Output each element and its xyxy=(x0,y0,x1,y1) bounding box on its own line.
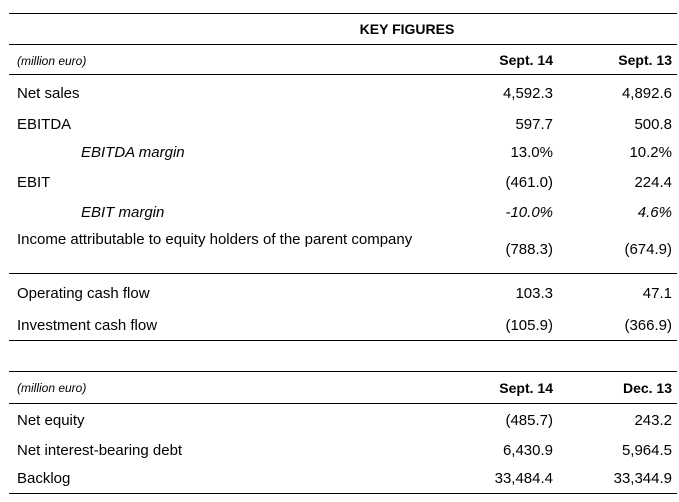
row-label: Backlog xyxy=(17,470,71,487)
row-label: EBIT margin xyxy=(81,204,165,221)
row-value: 4,592.3 xyxy=(502,85,553,102)
row-value: 33,484.4 xyxy=(494,470,553,487)
column-header: Sept. 13 xyxy=(618,52,672,68)
row-value: -10.0% xyxy=(505,204,553,221)
unit-label: (million euro) xyxy=(17,381,87,395)
row-value: (485.7) xyxy=(505,412,553,429)
row-value: (461.0) xyxy=(505,174,553,191)
row-value: 4.6% xyxy=(637,204,672,221)
rule-top xyxy=(9,13,677,14)
row-label: Net sales xyxy=(17,85,80,102)
row-value: 224.4 xyxy=(634,174,672,191)
row-label: EBITDA xyxy=(17,116,72,133)
column-header: Sept. 14 xyxy=(499,380,553,396)
row-value: 103.3 xyxy=(515,285,553,302)
row-value: (105.9) xyxy=(505,317,553,334)
row-label: Net equity xyxy=(17,412,85,429)
rule-title xyxy=(9,44,677,45)
table-title: KEY FIGURES xyxy=(359,21,455,37)
row-value: 5,964.5 xyxy=(621,442,672,459)
row-label: Income attributable to equity holders of the parent company xyxy=(17,231,413,248)
row-value: 243.2 xyxy=(634,412,672,429)
row-value: 597.7 xyxy=(515,116,553,133)
row-value: 13.0% xyxy=(510,144,553,161)
row-value: (788.3) xyxy=(505,241,553,258)
row-value: 33,344.9 xyxy=(613,470,672,487)
rule-table-2-top xyxy=(9,371,677,372)
row-value: 10.2% xyxy=(629,144,672,161)
row-value: 500.8 xyxy=(634,116,672,133)
row-value: 4,892.6 xyxy=(621,85,672,102)
unit-label: (million euro) xyxy=(17,54,87,68)
row-label: EBIT xyxy=(17,174,51,191)
row-label: EBITDA margin xyxy=(81,144,185,161)
column-header: Sept. 14 xyxy=(499,52,553,68)
row-label: Net interest-bearing debt xyxy=(17,442,183,459)
rule-header-2 xyxy=(9,403,677,404)
row-label: Investment cash flow xyxy=(17,317,158,334)
row-value: (674.9) xyxy=(624,241,672,258)
rule-header-1 xyxy=(9,74,677,75)
column-header: Dec. 13 xyxy=(622,380,672,396)
rule-section-1 xyxy=(9,273,677,274)
row-value: 6,430.9 xyxy=(502,442,553,459)
rule-table-2-bottom xyxy=(9,493,677,494)
row-value: 47.1 xyxy=(642,285,672,302)
row-value: (366.9) xyxy=(624,317,672,334)
rule-table-1-bottom xyxy=(9,340,677,341)
row-label: Operating cash flow xyxy=(17,285,150,302)
